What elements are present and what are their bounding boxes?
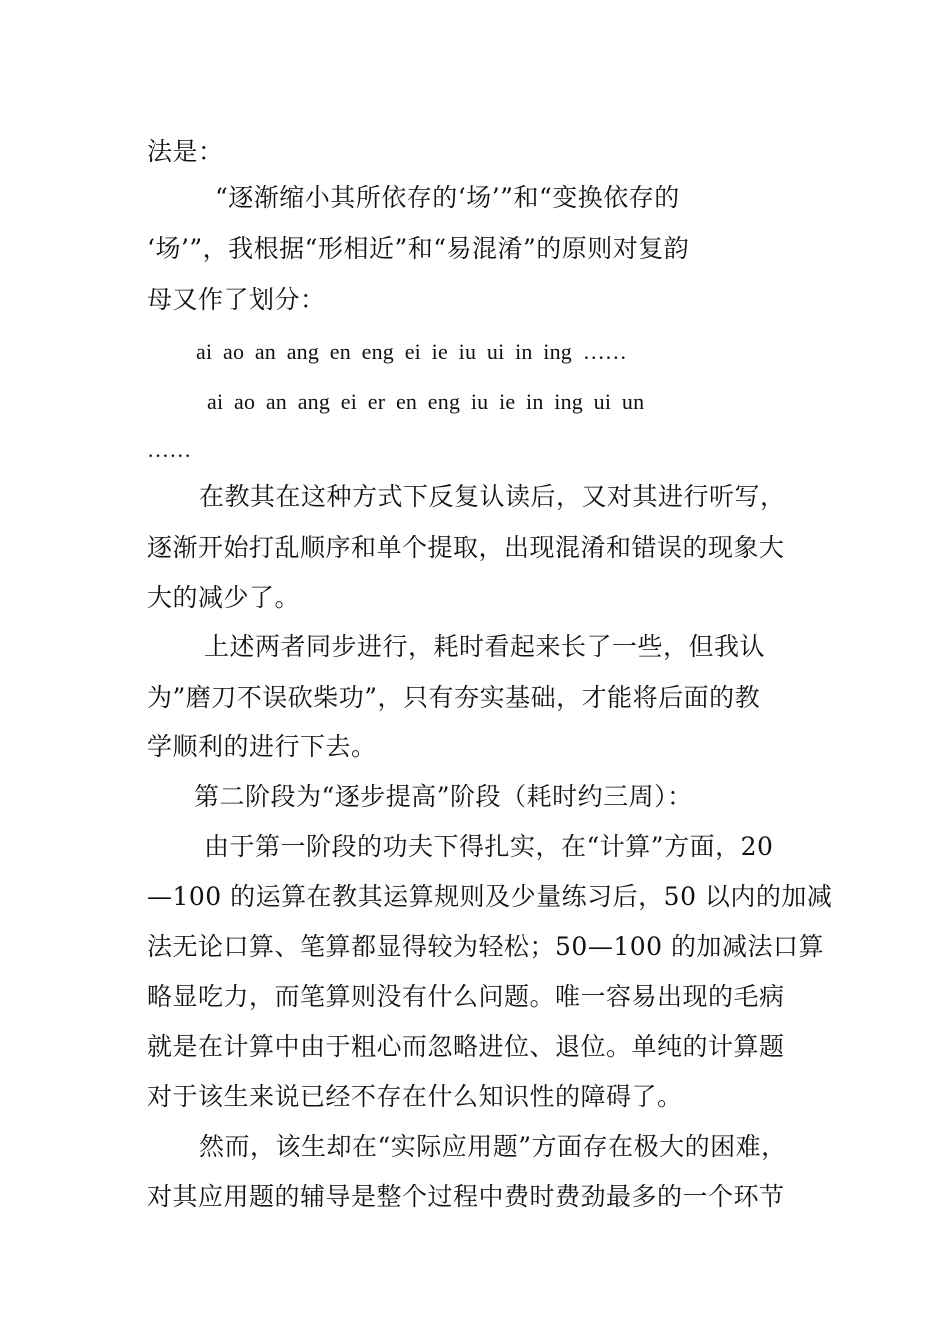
pinyin-line-1: ai ao an ang en eng ei ie iu ui in ing ……	[196, 339, 628, 364]
text-line-15: 由于第一阶段的功夫下得扎实，在“计算”方面，20	[204, 832, 774, 861]
text-line-1: 法是：	[147, 137, 224, 166]
pinyin-line-2: ai ao an ang ei er en eng iu ie in ing ui un	[207, 389, 645, 414]
text-line-11: 上述两者同步进行，耗时看起来长了一些，但我认	[204, 632, 766, 661]
text-line-22: 对其应用题的辅导是整个过程中费时费劲最多的一个环节	[147, 1182, 785, 1211]
section-heading-line: 第二阶段为“逐步提高”阶段（耗时约三周）：	[194, 782, 693, 811]
text-line-17: 法无论口算、笔算都显得较为轻松；50—100 的加减法口算	[147, 932, 824, 961]
text-line-3: ‘场’”，我根据“形相近”和“易混淆”的原则对复韵	[147, 234, 690, 263]
text-line-4: 母又作了划分：	[147, 285, 326, 314]
text-line-20: 对于该生来说已经不存在什么知识性的障碍了。	[147, 1082, 683, 1111]
text-line-16: —100 的运算在教其运算规则及少量练习后，50 以内的加减	[147, 882, 833, 911]
text-line-13: 学顺利的进行下去。	[147, 732, 377, 761]
text-line-21: 然而，该生却在“实际应用题”方面存在极大的困难，	[199, 1132, 787, 1161]
text-line-8: 在教其在这种方式下反复认读后，又对其进行听写，	[199, 482, 786, 511]
text-line-9: 逐渐开始打乱顺序和单个提取，出现混淆和错误的现象大	[147, 533, 785, 562]
text-line-19: 就是在计算中由于粗心而忽略进位、退位。单纯的计算题	[147, 1032, 785, 1061]
pinyin-line-3: ……	[147, 437, 192, 462]
text-line-18: 略显吃力，而笔算则没有什么问题。唯一容易出现的毛病	[147, 982, 785, 1011]
text-line-10: 大的减少了。	[147, 583, 301, 612]
text-line-2: “逐渐缩小其所依存的‘场’”和“变换依存的	[215, 183, 680, 212]
text-line-12: 为”磨刀不误砍柴功”，只有夯实基础，才能将后面的教	[147, 683, 761, 712]
